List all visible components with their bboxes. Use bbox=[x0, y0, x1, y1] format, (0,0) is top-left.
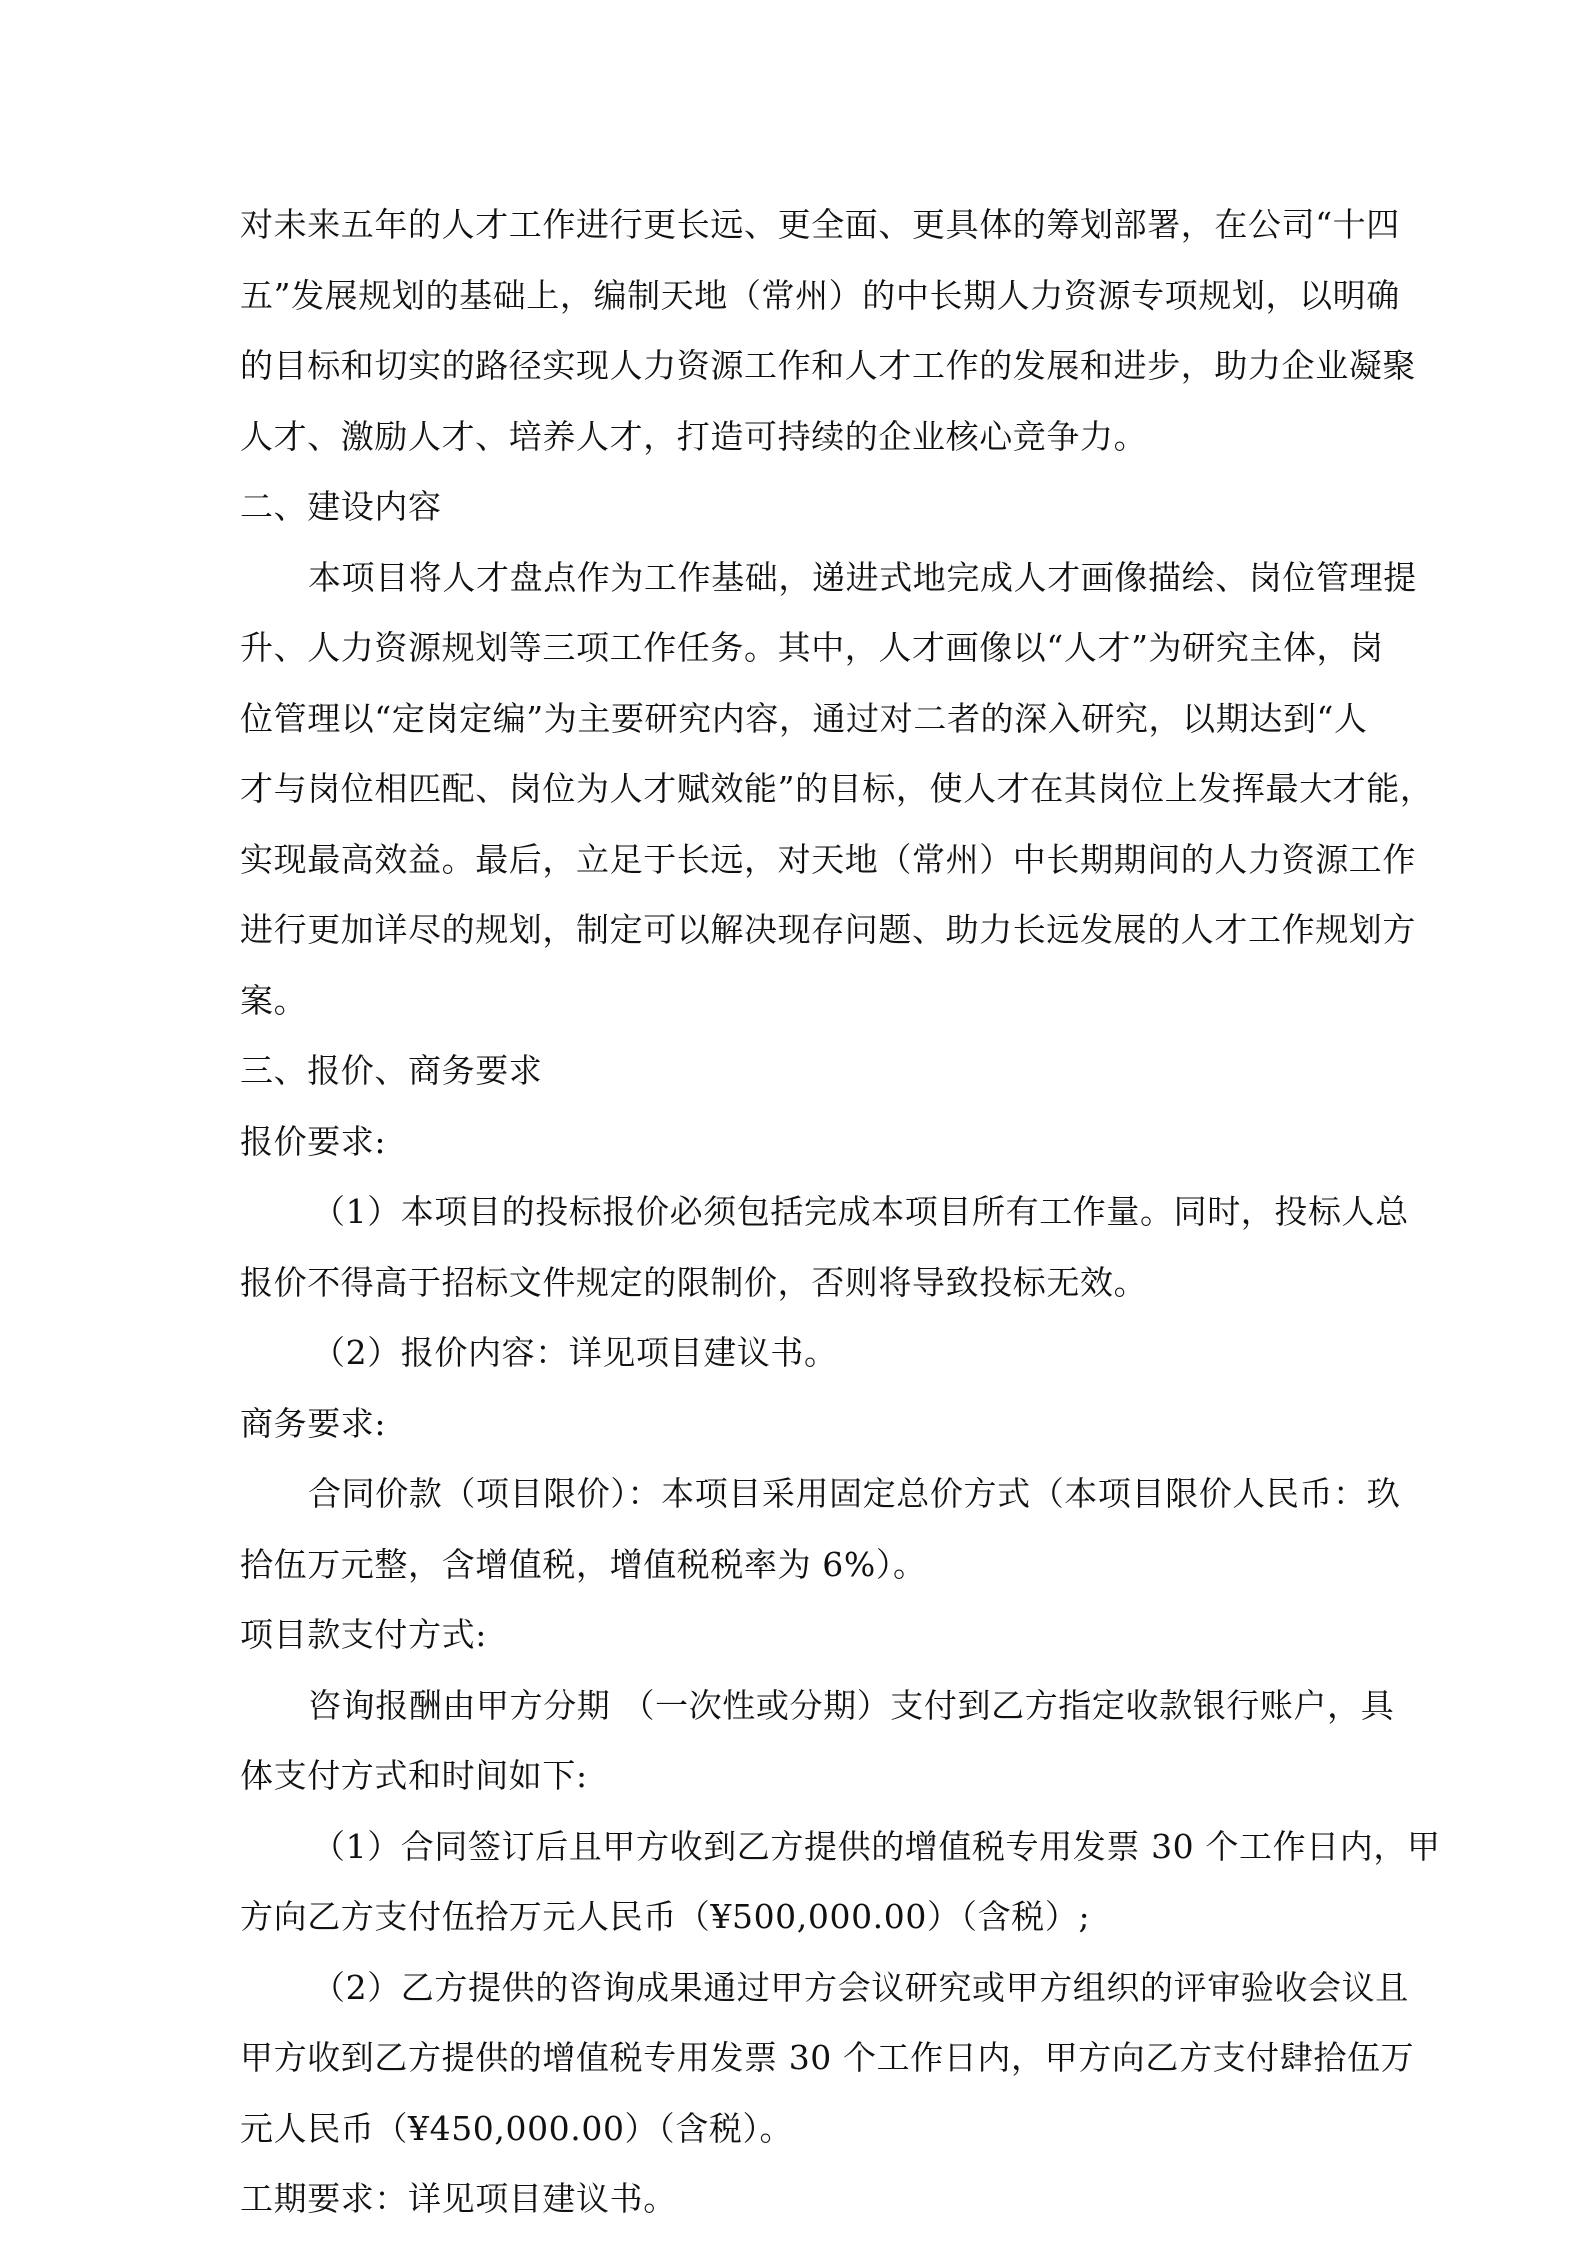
intro-paragraph bbox=[240, 190, 1416, 472]
text-line: 对未来五年的人才工作进行更长远、更全面、更具体的筹划部署，在公司“十四 bbox=[240, 205, 1400, 244]
schedule-requirement: 工期要求：详见项目建议书。 bbox=[240, 2179, 677, 2218]
text-line: 报价不得高于招标文件规定的限制价，否则将导致投标无效。 bbox=[240, 1262, 1148, 1302]
text-line: （1）合同签订后且甲方收到乙方提供的增值税专用发票 30 个工作日内，甲 bbox=[312, 1826, 1441, 1866]
contract-price-paragraph bbox=[240, 1459, 1401, 1600]
text-line: 进行更加详尽的规划，制定可以解决现存问题、助力长远发展的人才工作规划方 bbox=[240, 910, 1416, 949]
document-page bbox=[240, 190, 1441, 2235]
quote-item-1 bbox=[240, 1177, 1409, 1318]
payment-item-2 bbox=[240, 1953, 1415, 2165]
text-line: 位管理以“定岗定编”为主要研究内容，通过对二者的深入研究，以期达到“人 bbox=[240, 698, 1368, 738]
construction-paragraph bbox=[240, 543, 1434, 1037]
text-line: （1）本项目的投标报价必须包括完成本项目所有工作量。同时，投标人总 bbox=[312, 1192, 1409, 1231]
payment-method-label: 项目款支付方式: bbox=[240, 1615, 487, 1654]
text-line: 方向乙方支付伍拾万元人民币（¥500,000.00）（含税）; bbox=[240, 1897, 1091, 1936]
quote-requirements-label: 报价要求: bbox=[240, 1121, 387, 1161]
text-line: 实现最高效益。最后，立足于长远，对天地（常州）中长期期间的人力资源工作 bbox=[240, 839, 1416, 879]
text-line: 人才、激励人才、培养人才，打造可持续的企业核心竞争力。 bbox=[240, 416, 1148, 456]
text-line: 的目标和切实的路径实现人力资源工作和人才工作的发展和进步，助力企业凝聚 bbox=[240, 346, 1416, 385]
business-requirements-label: 商务要求: bbox=[240, 1403, 387, 1443]
text-line: 五”发展规划的基础上，编制天地（常州）的中长期人力资源专项规划，以明确 bbox=[240, 275, 1400, 315]
text-line: 才与岗位相匹配、岗位为人才赋效能”的目标，使人才在其岗位上发挥最大才能， bbox=[240, 769, 1434, 808]
payment-item-1 bbox=[240, 1812, 1441, 1953]
text-line: 案。 bbox=[240, 980, 308, 1020]
text-line: 合同价款（项目限价）：本项目采用固定总价方式（本项目限价人民币：玖 bbox=[308, 1474, 1401, 1513]
text-line: 体支付方式和时间如下: bbox=[240, 1756, 588, 1795]
text-line: 本项目将人才盘点作为工作基础，递进式地完成人才画像描绘、岗位管理提 bbox=[308, 557, 1417, 597]
text-line: 甲方收到乙方提供的增值税专用发票 30 个工作日内，甲方向乙方支付肆拾伍万 bbox=[240, 2038, 1415, 2077]
text-line: 咨询报酬由甲方分期 （一次性或分期）支付到乙方指定收款银行账户，具 bbox=[308, 1685, 1395, 1725]
payment-intro-paragraph bbox=[240, 1671, 1395, 1812]
section-heading-quote-business: 三、报价、商务要求 bbox=[240, 1051, 543, 1090]
text-line: 拾伍万元整，含增值税，增值税税率为 6%）。 bbox=[240, 1544, 927, 1584]
quote-item-2: （2）报价内容：详见项目建议书。 bbox=[312, 1333, 838, 1372]
section-heading-construction: 二、建设内容 bbox=[240, 487, 442, 526]
text-line: 元人民币（¥450,000.00）（含税）。 bbox=[240, 2108, 794, 2148]
text-line: （2）乙方提供的咨询成果通过甲方会议研究或甲方组织的评审验收会议且 bbox=[312, 1967, 1409, 2007]
text-line: 升、人力资源规划等三项工作任务。其中，人才画像以“人才”为研究主体，岗 bbox=[240, 628, 1384, 667]
